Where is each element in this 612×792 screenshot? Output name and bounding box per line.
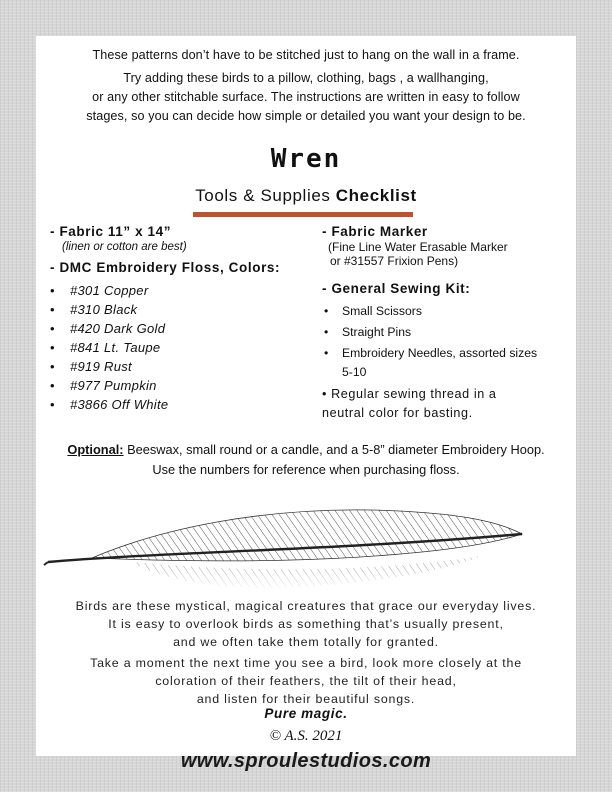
intro-line-3: or any other stitchable surface. The instructions are written in easy to follow	[92, 90, 520, 104]
floss-color-list	[50, 281, 310, 414]
website-link[interactable]: www.sproulestudios.com	[180, 750, 432, 772]
birds-line-4: Take a moment the next time you see a bird, look more closely at the	[90, 656, 522, 670]
checklist-subtitle	[36, 186, 576, 206]
intro-paragraph	[36, 69, 576, 126]
birds-paragraph-2	[36, 654, 576, 708]
list-item: • #841 Lt. Taupe	[50, 338, 310, 357]
list-item: • Straight Pins	[322, 325, 567, 346]
birds-line-6: and listen for their beautiful songs.	[196, 692, 416, 706]
marker-heading: - Fabric Marker	[322, 224, 428, 239]
title-underline-rule	[193, 212, 413, 217]
pattern-page	[36, 36, 576, 772]
birds-line-3: and we often take them totally for granted.	[173, 635, 439, 649]
marker-note-2: or #31557 Frixion Pens)	[330, 254, 459, 268]
thread-note	[322, 385, 567, 423]
list-item: • Embroidery Needles, assorted sizes	[322, 346, 567, 365]
birds-line-5: coloration of their feathers, the tilt of their head,	[155, 674, 457, 688]
thread-line-2: neutral color for basting.	[322, 406, 473, 420]
list-item: • #310 Black	[50, 300, 310, 319]
optional-text: Beeswax, small round or a candle, and a 5-8” diameter Embroidery Hoop.	[123, 442, 545, 457]
subtitle-normal: Tools & Supplies	[195, 186, 336, 205]
fabric-note: (linen or cotton are best)	[62, 241, 187, 253]
floss-heading: - DMC Embroidery Floss, Colors:	[50, 260, 281, 275]
list-item: • #3866 Off White	[50, 395, 310, 414]
right-supplies-column	[322, 224, 567, 423]
page-title: Wren	[270, 144, 342, 174]
optional-label: Optional:	[67, 442, 124, 457]
optional-line	[36, 440, 576, 460]
needle-sizes: 5-10	[342, 365, 367, 379]
intro-line-4: stages, so you can decide how simple or detailed you want your design to be.	[86, 109, 526, 123]
subtitle-bold: Checklist	[335, 186, 417, 205]
optional-supplies	[36, 440, 576, 480]
list-item: • #977 Pumpkin	[50, 376, 310, 395]
intro-line-1: These patterns don’t have to be stitched just to hang on the wall in a frame.	[92, 48, 520, 62]
list-item: • #301 Copper	[50, 281, 310, 300]
marker-note-1: (Fine Line Water Erasable Marker	[328, 240, 508, 254]
sewing-kit-heading: - General Sewing Kit:	[322, 281, 471, 296]
copyright: © A.S. 2021	[269, 728, 343, 744]
optional-line-2: Use the numbers for reference when purchasing floss.	[152, 462, 460, 477]
sewing-kit-list	[322, 304, 567, 365]
pure-magic-tagline: Pure magic.	[264, 706, 348, 721]
birds-line-2: It is easy to overlook birds as something that’s usually present,	[108, 617, 504, 631]
feather-illustration	[42, 490, 572, 590]
thread-line-1: • Regular sewing thread in a	[322, 387, 497, 401]
left-supplies-column	[50, 224, 310, 414]
fabric-heading: - Fabric 11” x 14”	[50, 224, 172, 239]
list-item: • #420 Dark Gold	[50, 319, 310, 338]
birds-line-1: Birds are these mystical, magical creatures that grace our everyday lives.	[75, 599, 537, 613]
birds-paragraph-1	[36, 597, 576, 651]
list-item: • Small Scissors	[322, 304, 567, 325]
list-item: • #919 Rust	[50, 357, 310, 376]
intro-line-2: Try adding these birds to a pillow, clothing, bags , a wallhanging,	[123, 71, 489, 85]
